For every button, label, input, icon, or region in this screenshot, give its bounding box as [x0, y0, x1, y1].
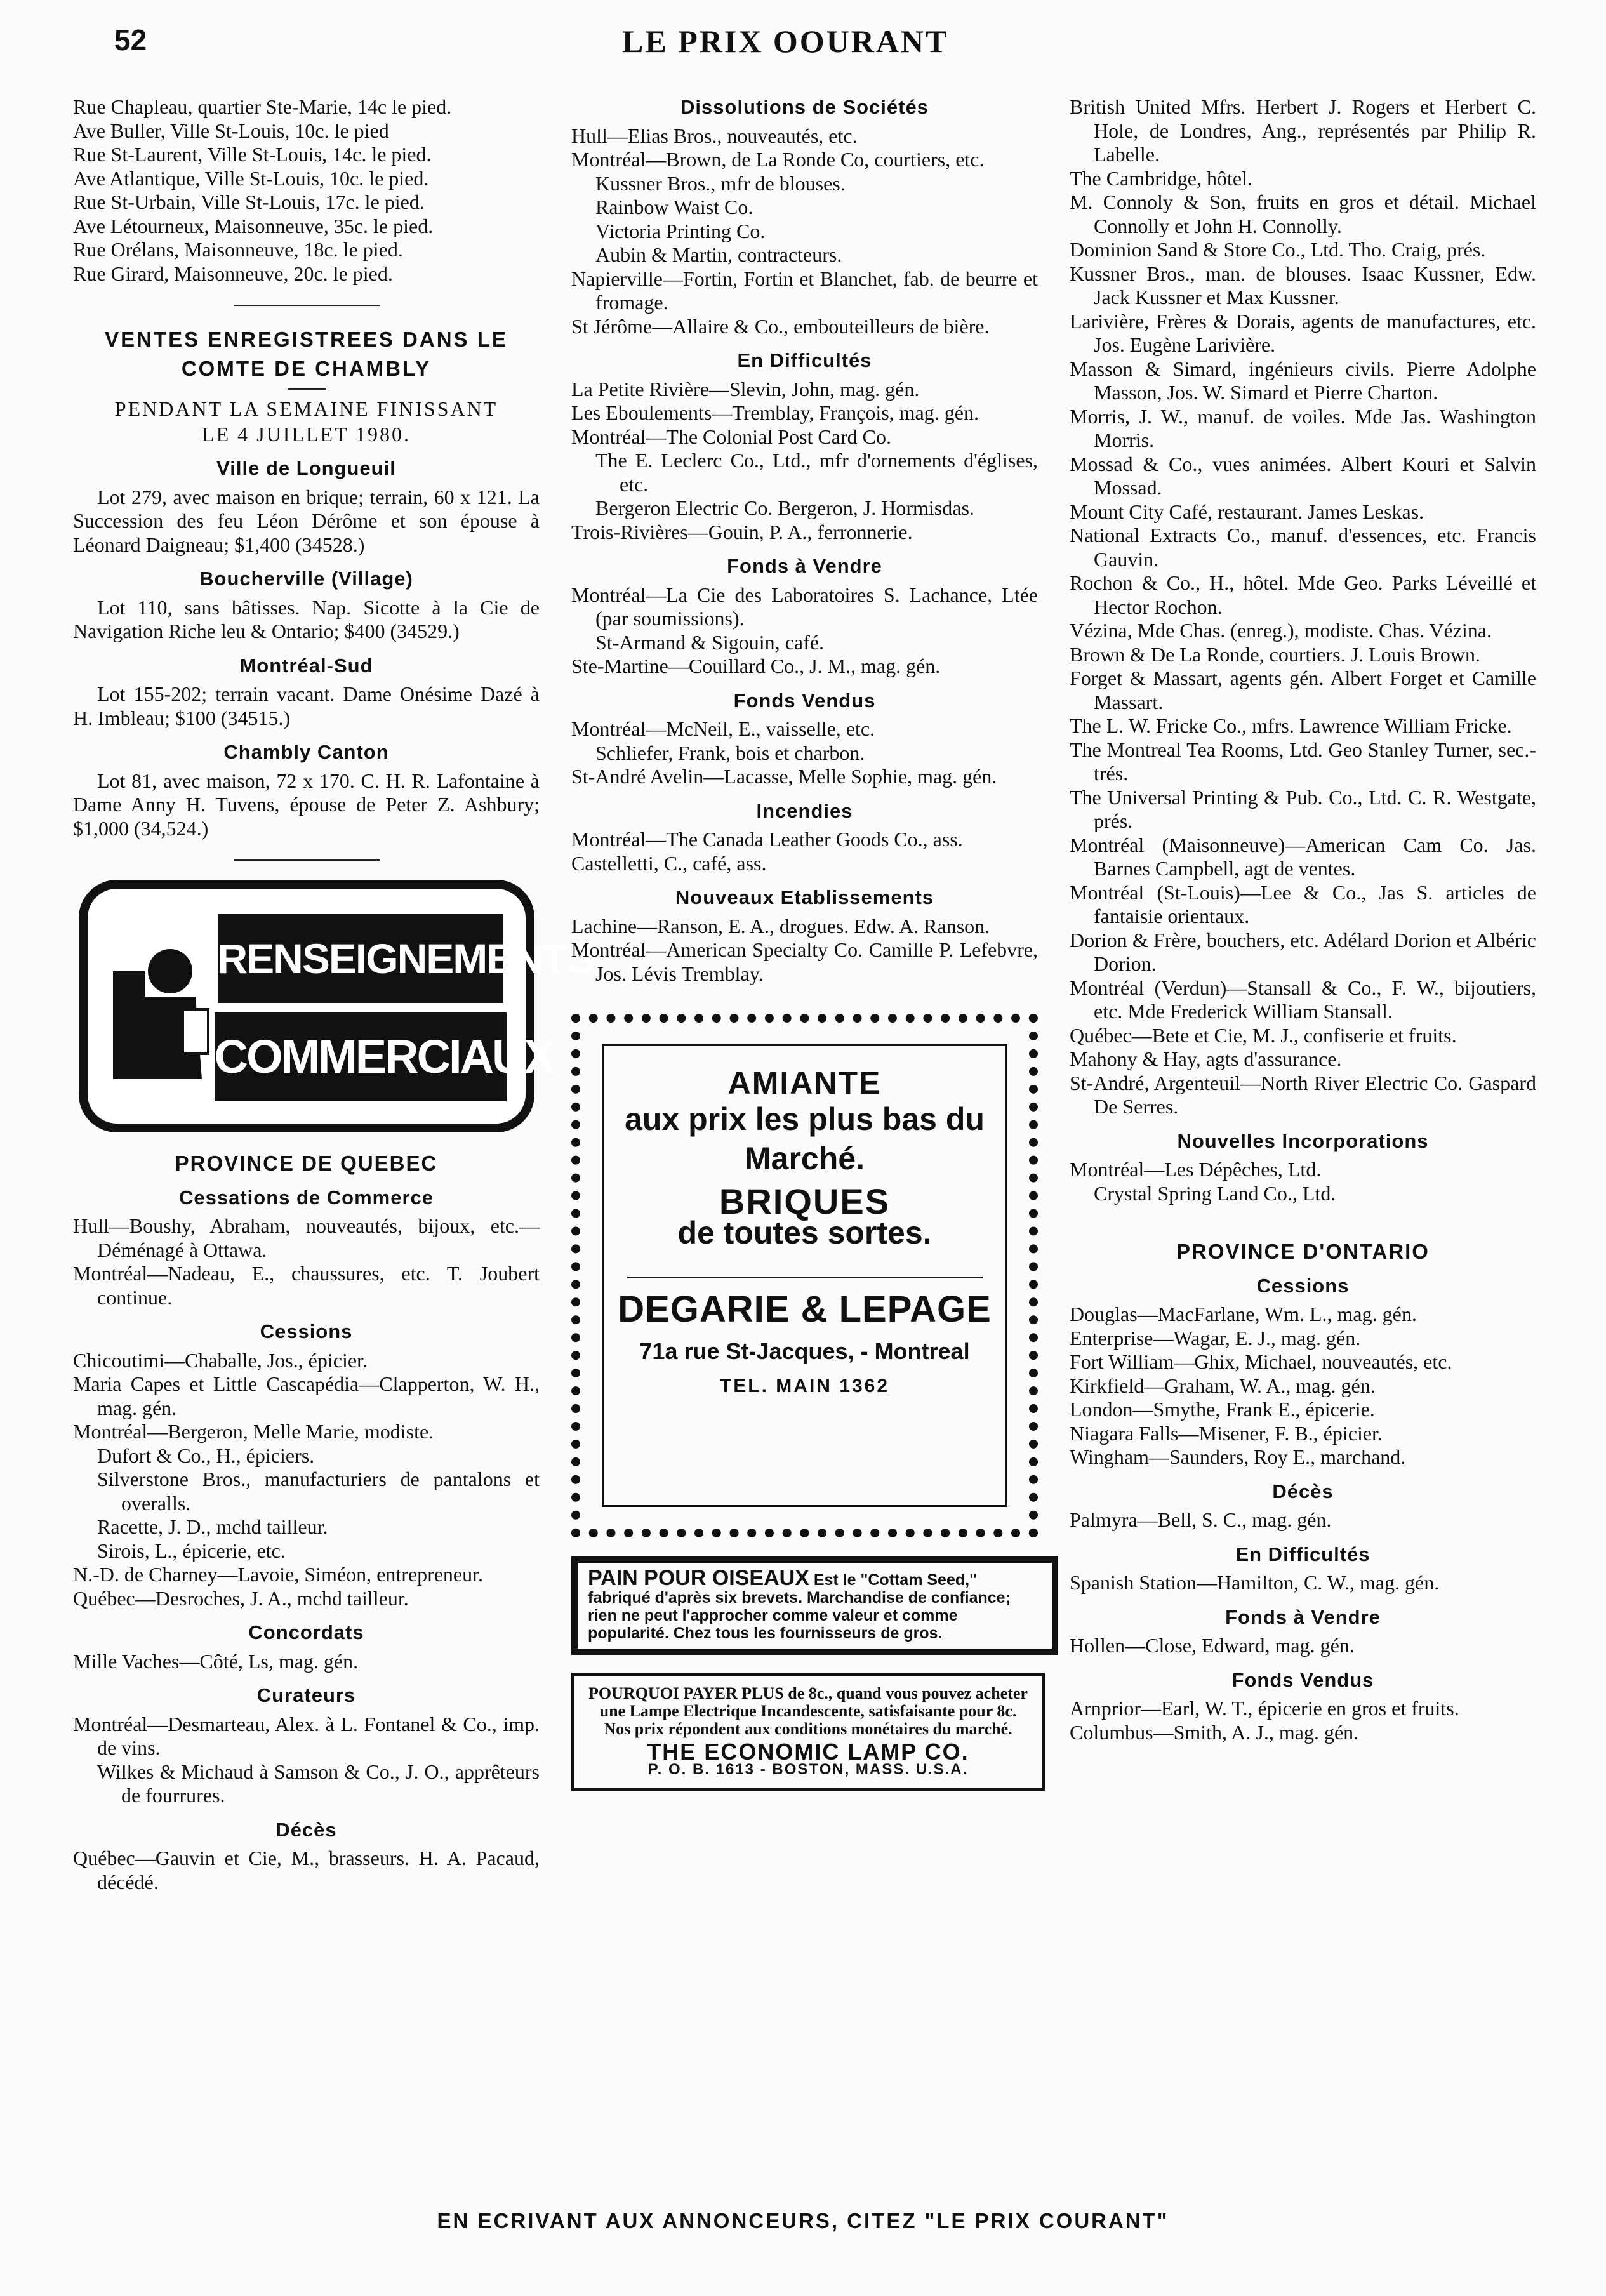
list-item: Québec—Bete et Cie, M. J., confiserie et fruits. — [1070, 1023, 1457, 1047]
list-item: Montréal—Desmarteau, Alex. à L. Fontanel & Co., imp. de vins. — [73, 1712, 540, 1759]
column-right — [1070, 95, 1536, 1744]
list-item: Bergeron Electric Co. Bergeron, J. Hormisdas. — [595, 496, 974, 519]
list-item: Ave Atlantique, Ville St-Louis, 10c. le pied. — [73, 166, 429, 190]
logo-text-commerciaux: COMMERCIAUX — [215, 1012, 507, 1101]
ad-text: Est le "Cottam Seed," fabriqué d'après six brevets. Marchandise de confiance; rien ne peut l'approcher comme valeur et comme popularité. Chez tous les fournisseurs de gros. — [588, 1571, 1011, 1642]
page-footer: EN ECRIVANT AUX ANNONCEURS, CITEZ "LE PRIX COURANT" — [437, 2209, 1169, 2233]
list-item: Vézina, Mde Chas. (enreg.), modiste. Chas. Vézina. — [1070, 619, 1492, 642]
list-item: Chicoutimi—Chaballe, Jos., épicier. — [73, 1348, 368, 1372]
list-item: Rainbow Waist Co. — [595, 196, 753, 218]
list-item: Montréal—Bergeron, Melle Marie, modiste. — [73, 1420, 434, 1443]
list-item: The L. W. Fricke Co., mfrs. Lawrence William Fricke. — [1070, 714, 1512, 737]
heading-montreal-sud: Montréal-Sud — [239, 654, 373, 677]
street-price-list — [73, 95, 540, 286]
list-item: Lachine—Ranson, E. A., drogues. Edw. A. Ranson. — [571, 914, 990, 938]
entry-text: Lot 155-202; terrain vacant. Dame Onésime Dazé à H. Imbleau; $100 (34515.) — [73, 682, 540, 729]
list-item: Fort William—Ghix, Michael, nouveautés, etc. — [1070, 1350, 1452, 1373]
newsboy-figure-icon — [107, 927, 215, 1085]
week-date: LE 4 JUILLET 1980. — [202, 422, 411, 446]
list-item: St Jérôme—Allaire & Co., embouteilleurs de bière. — [571, 314, 990, 338]
list-item: Wingham—Saunders, Roy E., marchand. — [1070, 1445, 1406, 1468]
list-item: Rue St-Laurent, Ville St-Louis, 14c. le pied. — [73, 143, 432, 166]
list-item: Montréal—Les Dépêches, Ltd. — [1070, 1158, 1322, 1181]
heading-difficultes: En Difficultés — [737, 349, 872, 371]
list-item: Forget & Massart, agents gén. Albert Forget et Camille Massart. — [1070, 667, 1536, 713]
list-item: Rue St-Urbain, Ville St-Louis, 17c. le pied. — [73, 190, 425, 213]
ad-company: THE ECONOMIC LAMP CO. — [647, 1739, 969, 1765]
list-item: Rue Girard, Maisonneuve, 20c. le pied. — [73, 262, 393, 285]
list-item: Brown & De La Ronde, courtiers. J. Louis Brown. — [1070, 642, 1481, 666]
list-item: Montréal (Maisonneuve)—American Cam Co. Jas. Barnes Campbell, agt de ventes. — [1070, 833, 1536, 880]
list-item: Mossad & Co., vues animées. Albert Kouri et Salvin Mossad. — [1070, 452, 1536, 499]
page-header — [0, 0, 1606, 76]
ad-inner-box — [602, 1044, 1007, 1507]
advertisement-pain-oiseaux — [571, 1556, 1058, 1655]
entry-text: Lot 110, sans bâtisses. Nap. Sicotte à la Cie de Navigation Riche leu & Ontario; $400 (34529.) — [73, 595, 540, 642]
list-item: Québec—Gauvin et Cie, M., brasseurs. H. A. Pacaud, décédé. — [73, 1847, 540, 1894]
list-item: The Universal Printing & Pub. Co., Ltd. C. R. Westgate, prés. — [1070, 785, 1536, 832]
list-item: Montréal—Brown, de La Ronde Co, courtiers, etc. — [571, 148, 985, 171]
list-item: London—Smythe, Frank E., épicerie. — [1070, 1398, 1375, 1421]
heading-fonds-vendus-ontario: Fonds Vendus — [1231, 1668, 1374, 1691]
column-middle — [571, 95, 1038, 1791]
advertisement-degarie-lepage — [571, 1014, 1038, 1537]
list-item: Masson & Simard, ingénieurs civils. Pierre Adolphe Masson, Jos. W. Simard et Pierre Charton. — [1070, 357, 1536, 404]
list-item: Napierville—Fortin, Fortin et Blanchet, fab. de beurre et fromage. — [571, 267, 1038, 314]
week-line: PENDANT LA SEMAINE FINISSANT — [114, 397, 498, 420]
province-quebec-title: PROVINCE DE QUEBEC — [175, 1151, 438, 1175]
page-number: 52 — [114, 23, 147, 56]
heading-nouveaux: Nouveaux Etablissements — [675, 886, 934, 908]
heading-fonds-vendus: Fonds Vendus — [733, 689, 876, 712]
heading-fonds-vendre-ontario: Fonds à Vendre — [1225, 1605, 1381, 1628]
divider — [234, 305, 380, 306]
heading-nouvelles-incorporations: Nouvelles Incorporations — [1177, 1129, 1429, 1152]
list-item: Schliefer, Frank, bois et charbon. — [595, 741, 865, 764]
heading-cessions: Cessions — [260, 1320, 353, 1343]
list-item: Hull—Boushy, Abraham, nouveautés, bijoux, etc.—Déménagé à Ottawa. — [73, 1214, 540, 1261]
ad-phone: TEL. MAIN 1362 — [719, 1376, 890, 1397]
list-item: Mille Vaches—Côté, Ls, mag. gén. — [73, 1649, 359, 1673]
list-item: Ave Létourneux, Maisonneuve, 35c. le pied. — [73, 214, 434, 237]
list-item: Enterprise—Wagar, E. J., mag. gén. — [1070, 1326, 1361, 1350]
list-item: Québec—Desroches, J. A., mchd tailleur. — [73, 1586, 409, 1610]
list-item: N.-D. de Charney—Lavoie, Siméon, entrepreneur. — [73, 1563, 484, 1586]
list-item: M. Connoly & Son, fruits en gros et détail. Michael Connolly et John H. Connolly. — [1070, 190, 1536, 237]
ad-address: P. O. B. 1613 - BOSTON, MASS. U.S.A. — [647, 1761, 969, 1778]
section-title-ventes: VENTES ENREGISTREES DANS LE COMTE DE CHAMBLY — [105, 328, 508, 380]
list-item: Castelletti, C., café, ass. — [571, 851, 767, 875]
list-item: Spanish Station—Hamilton, C. W., mag. gén. — [1070, 1571, 1440, 1594]
list-item: Kussner Bros., man. de blouses. Isaac Kussner, Edw. Jack Kussner et Max Kussner. — [1070, 262, 1536, 309]
ad-company: DEGARIE & LEPAGE — [618, 1289, 992, 1330]
ad-lead: PAIN POUR OISEAUX — [588, 1566, 809, 1590]
heading-chambly: Chambly Canton — [223, 741, 389, 763]
list-item: Trois-Rivières—Gouin, P. A., ferronnerie. — [571, 520, 913, 543]
list-item: Dominion Sand & Store Co., Ltd. Tho. Craig, prés. — [1070, 238, 1486, 261]
list-item: Wilkes & Michaud à Samson & Co., J. O., apprêteurs de fourrures. — [97, 1760, 540, 1807]
list-item: The E. Leclerc Co., Ltd., mfr d'ornements d'églises, etc. — [595, 449, 1038, 496]
ad-headline-briques: BRIQUES — [719, 1181, 891, 1221]
list-item: Montréal—La Cie des Laboratoires S. Lachance, Ltée (par soumissions). — [571, 583, 1038, 630]
list-item: Columbus—Smith, A. J., mag. gén. — [1070, 1720, 1359, 1744]
entry-text: Lot 279, avec maison en brique; terrain, 60 x 121. La Succession des feu Léon Dérôme et son épouse à Léonard Daigneau; $1,400 (34528.) — [73, 485, 540, 556]
list-item: Montréal—American Specialty Co. Camille P. Lefebvre, Jos. Lévis Tremblay. — [571, 938, 1038, 985]
list-item: St-André Avelin—Lacasse, Melle Sophie, mag. gén. — [571, 765, 997, 788]
entry-text: Lot 81, avec maison, 72 x 170. C. H. R. Lafontaine à Dame Anny H. Tuvens, épouse de Peter Z. Ashbury; $1,000 (34,524.) — [73, 769, 540, 840]
list-item: British United Mfrs. Herbert J. Rogers et Herbert C. Hole, de Londres, Ang., représentés par Philip R. Labelle. — [1070, 95, 1536, 166]
heading-concordats: Concordats — [248, 1621, 364, 1643]
list-item: St-André, Argenteuil—North River Electric Co. Gaspard De Serres. — [1070, 1071, 1536, 1118]
heading-difficultes-ontario: En Difficultés — [1235, 1543, 1370, 1565]
list-item: The Montreal Tea Rooms, Ltd. Geo Stanley Turner, sec.-trés. — [1070, 738, 1536, 785]
list-item: Mount City Café, restaurant. James Leskas. — [1070, 500, 1424, 523]
heading-cessations: Cessations de Commerce — [178, 1186, 434, 1209]
list-item: Rue Orélans, Maisonneuve, 18c. le pied. — [73, 238, 403, 261]
list-item: Montréal (Verdun)—Stansall & Co., F. W., bijoutiers, etc. Mde Frederick William Stansall. — [1070, 976, 1536, 1023]
list-item: Morris, J. W., manuf. de voiles. Mde Jas. Washington Morris. — [1070, 404, 1536, 451]
ad-text: aux prix les plus bas du Marché. — [625, 1101, 985, 1176]
list-item: Aubin & Martin, contracteurs. — [595, 243, 842, 266]
list-item: Montréal—Nadeau, E., chaussures, etc. T. Joubert continue. — [73, 1262, 540, 1309]
heading-curateurs: Curateurs — [256, 1684, 356, 1706]
list-item: Sirois, L., épicerie, etc. — [97, 1539, 286, 1562]
list-item: Ste-Martine—Couillard Co., J. M., mag. gén. — [571, 654, 941, 677]
list-item: Les Eboulements—Tremblay, François, mag. gén. — [571, 401, 979, 424]
list-item: Dufort & Co., H., épiciers. — [97, 1443, 315, 1467]
heading-cessions-ontario: Cessions — [1256, 1274, 1350, 1297]
ad-text: de toutes sortes. — [677, 1215, 932, 1251]
heading-boucherville: Boucherville (Village) — [199, 567, 413, 590]
list-item: Silverstone Bros., manufacturiers de pantalons et overalls. — [97, 1468, 540, 1515]
list-item: Douglas—MacFarlane, Wm. L., mag. gén. — [1070, 1303, 1417, 1325]
column-left — [73, 95, 594, 1894]
logo-text-renseignements: RENSEIGNEMENTS — [218, 914, 503, 1003]
list-item: Hollen—Close, Edward, mag. gén. — [1070, 1634, 1355, 1657]
province-ontario-title: PROVINCE D'ONTARIO — [1176, 1240, 1430, 1263]
heading-incendies: Incendies — [756, 799, 853, 822]
divider — [234, 859, 380, 861]
ad-address: 71a rue St-Jacques, - Montreal — [639, 1337, 970, 1364]
list-item: Mahony & Hay, agts d'assurance. — [1070, 1047, 1342, 1070]
list-item: La Petite Rivière—Slevin, John, mag. gén. — [571, 377, 920, 401]
list-item: Montréal—McNeil, E., vaisselle, etc. — [571, 717, 875, 740]
divider — [288, 388, 326, 390]
heading-fonds-a-vendre: Fonds à Vendre — [727, 555, 882, 577]
list-item: National Extracts Co., manuf. d'essences, etc. Francis Gauvin. — [1070, 524, 1536, 571]
list-item: Dorion & Frère, bouchers, etc. Adélard Dorion et Albéric Dorion. — [1070, 928, 1536, 975]
list-item: The Cambridge, hôtel. — [1070, 166, 1252, 190]
list-item: Crystal Spring Land Co., Ltd. — [1094, 1181, 1336, 1205]
ad-headline-amiante: AMIANTE — [727, 1065, 882, 1101]
running-title: LE PRIX OOURANT — [622, 23, 949, 59]
list-item: Niagara Falls—Misener, F. B., épicier. — [1070, 1421, 1383, 1445]
list-item: Rue Chapleau, quartier Ste-Marie, 14c le pied. — [73, 95, 452, 118]
list-item: Arnprior—Earl, W. T., épicerie en gros et fruits. — [1070, 1697, 1459, 1720]
list-item: Maria Capes et Little Cascapédia—Clapperton, W. H., mag. gén. — [73, 1372, 540, 1419]
list-item: Rochon & Co., H., hôtel. Mde Geo. Parks Léveillé et Hector Rochon. — [1070, 571, 1536, 618]
advertisement-economic-lamp — [571, 1673, 1045, 1791]
list-item: Montréal—The Colonial Post Card Co. — [571, 425, 891, 448]
list-item: Larivière, Frères & Dorais, agents de manufactures, etc. Jos. Eugène Larivière. — [1070, 309, 1536, 356]
ad-text: POURQUOI PAYER PLUS de 8c., quand vous pouvez acheter une Lampe Electrique Incandescente, satisfaisante pour 8c. Nos prix répondent aux conditions monétaires du marché. — [588, 1684, 1028, 1738]
list-item: Racette, J. D., mchd tailleur. — [97, 1515, 328, 1538]
list-item: Montréal (St-Louis)—Lee & Co., Jas S. articles de fantaisie orientaux. — [1070, 880, 1536, 927]
list-item: Victoria Printing Co. — [595, 219, 766, 242]
list-item: Montréal—The Canada Leather Goods Co., ass. — [571, 828, 963, 851]
list-item: Palmyra—Bell, S. C., mag. gén. — [1070, 1508, 1332, 1531]
heading-dissolutions: Dissolutions de Sociétés — [680, 96, 929, 118]
list-item: St-Armand & Sigouin, café. — [595, 630, 824, 654]
heading-deces: Décès — [275, 1818, 337, 1841]
renseignements-logo — [79, 880, 594, 1132]
list-item: Ave Buller, Ville St-Louis, 10c. le pied — [73, 119, 389, 142]
ad-divider — [627, 1277, 983, 1278]
list-item: Hull—Elias Bros., nouveautés, etc. — [571, 124, 858, 147]
heading-deces-ontario: Décès — [1272, 1480, 1334, 1503]
list-item: Kirkfield—Graham, W. A., mag. gén. — [1070, 1374, 1376, 1397]
list-item: Kussner Bros., mfr de blouses. — [595, 171, 846, 195]
heading-longueuil: Ville de Longueuil — [216, 457, 396, 479]
